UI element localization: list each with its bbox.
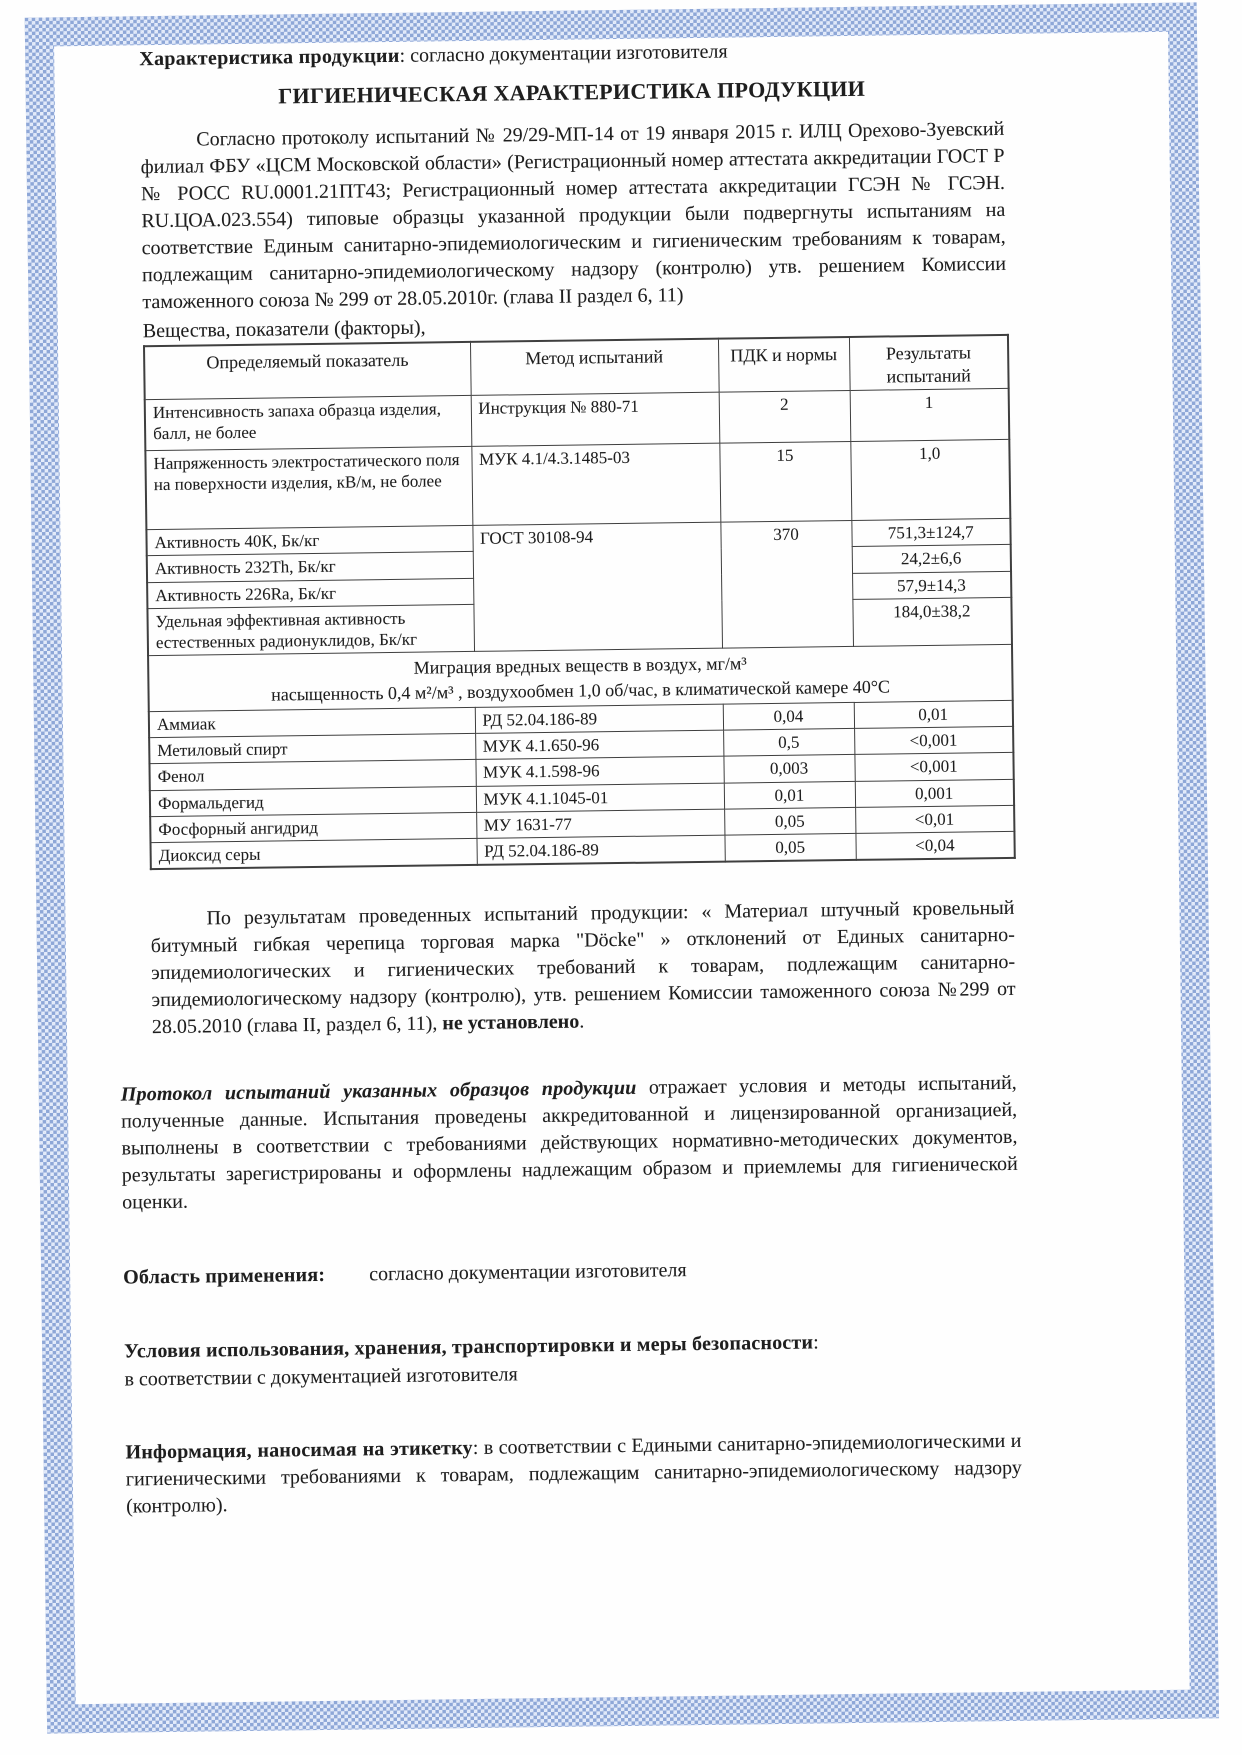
norm-cell: 0,04 [723, 702, 854, 730]
method-cell: МУК 4.1.598-96 [475, 756, 723, 785]
norm-cell: 0,01 [724, 781, 855, 809]
result-cell: <0,001 [854, 753, 1013, 781]
norm-cell: 0,003 [723, 755, 854, 783]
param-cell: Интенсивность запаха образца изделия, балл, не более [145, 395, 472, 450]
table-caption: Вещества, показатели (факторы), [142, 316, 426, 343]
param-cell: Активность 232Th, Бк/кг [147, 552, 473, 583]
conclusion-bold-verdict: не установлено [442, 1010, 580, 1035]
method-cell: МУК 4.1.1045-01 [476, 783, 724, 812]
migration-subtitle: насыщенность 0,4 м²/м³ , воздухообмен 1,0 об/час, в климатической камере 40°С [271, 676, 891, 705]
result-cell: 751,3±124,7 [851, 518, 1010, 546]
method-cell: Инструкция № 880-71 [471, 392, 720, 446]
product-characteristic-value: : согласно документации изготовителя [399, 40, 728, 67]
conditions-value: в соответствии с документацией изготовителя [124, 1363, 518, 1391]
param-cell: Напряженность электростатического поля на поверхности изделия, кВ/м, не более [145, 446, 472, 529]
param-cell: Диоксид серы [151, 838, 477, 869]
page-title: ГИГИЕНИЧЕСКАЯ ХАРАКТЕРИСТИКА ПРОДУКЦИИ [278, 75, 866, 109]
param-cell: Формальдегид [150, 786, 476, 817]
protocol-lead: Протокол испытаний указанных образцов продукции [120, 1077, 637, 1106]
param-cell: Аммиак [149, 707, 475, 738]
table-row-electrostatic [145, 439, 1010, 529]
norm-cell: 2 [719, 390, 851, 443]
method-cell: РД 52.04.186-89 [475, 704, 723, 733]
label-info-label: Информация, наносимая на этикетку [125, 1437, 473, 1464]
param-cell: Фенол [149, 760, 475, 791]
result-cell: <0,01 [855, 805, 1014, 833]
norm-cell: 15 [719, 441, 851, 522]
scope-section [123, 1255, 1019, 1290]
conditions-label: Условия использования, хранения, транспортировки и меры безопасности [124, 1331, 814, 1363]
intro-paragraph: Согласно протоколу испытаний № 29/29-МП-14 от 19 января 2015 г. ИЛЦ Орехово-Зуевский филиал ФБУ «ЦСМ Московской области» (Регистрационный номер аттестата аккредитации ГОСТ Р № РОСС RU.0001.21ПТ43; Регистрационный номер аттестата аккредитации ГСЭН № ГСЭН. RU.ЦОА.023.554) типовые образцы указанной продукции были подвергнуты испытаниям на соответствие Единым санитарно-эпидемиологическим и гигиеническим требованиям к товарам, подлежащим санитарно-эпидемиологическому надзору (контролю) утв. решением Комиссии таможенного союза № 299 от 28.05.2010г. (глава II раздел 6, 11) [140, 117, 1007, 314]
conclusion-body: По результатам проведенных испытаний продукции: « Материал штучный кровельный битумный гибкая черепица торговая марка "Döcke" » отклонений от Единых санитарно-эпидемиологических и гигиенических требований к товарам, подлежащим санитарно-эпидемиологическому надзору (контролю), утв. решением Комиссии таможенного союза №299 от 28.05.2010 (глава II, раздел 6, 11), [150, 897, 1016, 1039]
norm-cell: 0,05 [724, 834, 855, 862]
label-info-section [125, 1428, 1022, 1521]
param-cell: Активность 40К, Бк/кг [146, 525, 472, 556]
conclusion-period: . [579, 1010, 585, 1033]
norm-cell: 0,5 [723, 729, 854, 757]
col-header-norm: ПДК и нормы [718, 337, 850, 392]
document-content [107, 37, 1022, 1521]
param-cell: Удельная эффективная активность естественных радионуклидов, Бк/кг [147, 604, 474, 656]
upper-block [107, 37, 1016, 1042]
method-cell: МУ 1631-77 [476, 809, 724, 838]
migration-title: Миграция вредных веществ в воздух, мг/м³ [413, 653, 747, 678]
col-header-parameter: Определяемый показатель [144, 342, 471, 400]
method-cell: МУК 4.1.650-96 [475, 730, 723, 759]
product-characteristic-label: Характеристика продукции [139, 44, 400, 71]
protocol-body: отражает условия и методы испытаний, полученные данные. Испытания проведены аккредитованной и лицензированной организацией, выполнены в соответствии с требованиями действующих нормативно-методических документов, результаты зарегистрированы и оформлены надлежащим образом и приемлемы для гигиенической оценки. [121, 1072, 1018, 1214]
result-cell: 0,01 [854, 700, 1013, 728]
param-cell: Активность 226Ra, Бк/кг [147, 578, 473, 609]
method-cell: МУК 4.1/4.3.1485-03 [471, 443, 720, 525]
label-info-body: : в соответствии с Едиными санитарно-эпидемиологическими и гигиеническими требованиями к товарам, подлежащим санитарно-эпидемиологическому надзору (контролю). [125, 1430, 1022, 1518]
scope-label: Область применения: [123, 1264, 326, 1289]
conditions-colon: : [813, 1331, 819, 1354]
conclusion-paragraph [150, 895, 1016, 1041]
norm-cell: 370 [720, 520, 853, 648]
results-table [143, 334, 1016, 871]
col-header-method: Метод испытаний [470, 339, 719, 396]
result-cell: 184,0±38,2 [852, 597, 1012, 647]
result-cell: 1 [850, 388, 1010, 441]
result-cell: 24,2±6,6 [852, 545, 1011, 573]
param-cell: Фосфорный ангидрид [150, 812, 476, 843]
result-cell: <0,04 [855, 831, 1014, 860]
conditions-section [124, 1326, 1021, 1394]
result-cell: 1,0 [850, 439, 1010, 520]
norm-cell: 0,05 [724, 807, 855, 835]
col-header-result: Результаты испытаний [849, 335, 1009, 391]
scope-value: согласно документации изготовителя [369, 1259, 687, 1286]
protocol-paragraph [121, 1070, 1019, 1217]
result-cell: 0,001 [855, 779, 1014, 807]
param-cell: Метиловый спирт [149, 733, 475, 764]
result-cell: <0,001 [854, 726, 1013, 754]
method-cell: РД 52.04.186-89 [476, 835, 724, 865]
result-cell: 57,9±14,3 [852, 571, 1011, 599]
method-cell: ГОСТ 30108-94 [472, 522, 722, 651]
